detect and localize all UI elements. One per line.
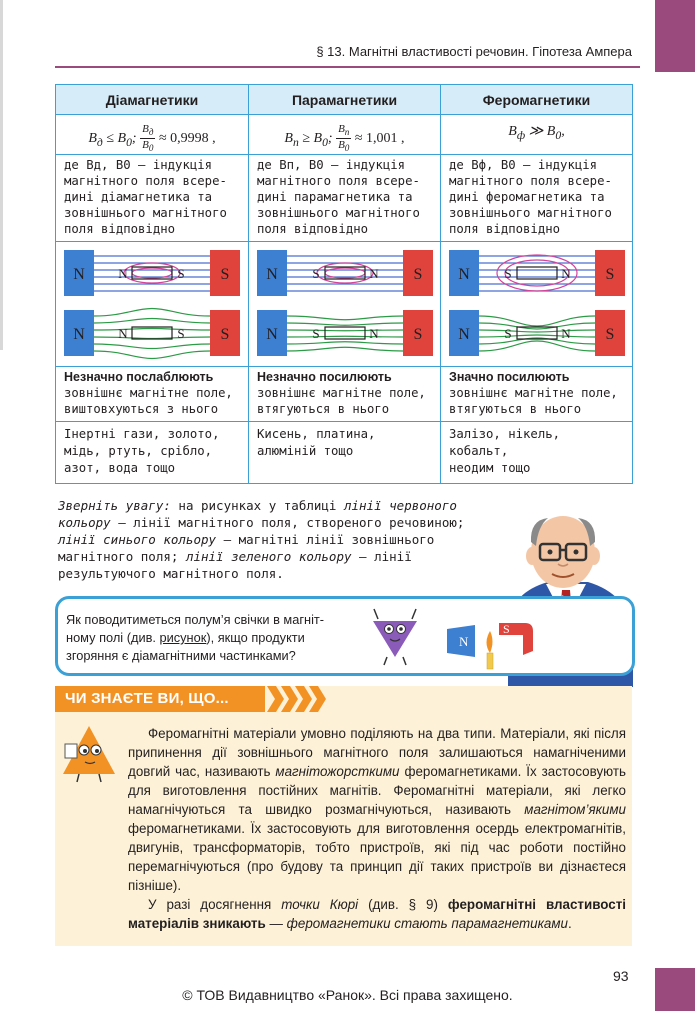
sample-bottom-south-label: S — [177, 326, 185, 342]
description-cell — [56, 155, 249, 242]
note-segment: лінії червоного — [343, 498, 457, 513]
sample-top-north-label: N — [118, 266, 128, 282]
note-segment: лінії синього кольору — [58, 532, 217, 547]
question-line: ному полі (див. рисунок), якщо продукти — [66, 630, 305, 645]
note-line — [58, 514, 503, 531]
running-header — [55, 38, 640, 68]
description-line: поля відповідно — [257, 222, 369, 237]
magnet-north-bottom-label: N — [458, 326, 470, 344]
materials-cell — [249, 422, 441, 484]
figure-cell-ferromagnetic — [441, 242, 633, 367]
material-line: алюміній тощо — [257, 444, 354, 459]
candle-magnet-icon — [443, 619, 553, 671]
formula-text: $B_п \ge B_0$; — [284, 130, 337, 149]
formula-subscript: п — [292, 135, 299, 149]
triangle-reader-mascot-icon — [61, 720, 119, 784]
note-line — [58, 565, 503, 582]
formula-text: $B_д \le B_0$; — [88, 130, 141, 149]
formula-cell — [249, 115, 441, 155]
effect-heading: Незначно посилюють — [257, 370, 392, 385]
material-line: мідь, ртуть, срібло, — [64, 444, 213, 459]
resultant-field-line — [94, 319, 210, 324]
effect-row — [56, 367, 633, 422]
triangle-mascot-icon — [370, 605, 420, 669]
column-header-ferromagnetics: Феромагнетики — [441, 85, 633, 115]
did-you-know-title: ЧИ ЗНАЄТЕ ВИ, ЩО... — [65, 690, 229, 707]
material-line: неодим тощо — [449, 461, 531, 476]
description-line: дині діамагнетика та — [64, 190, 213, 205]
note-segment: — лінії — [351, 549, 412, 564]
description-line: зовнішнього магнітного — [449, 206, 612, 221]
text-segment: Феромагнітні матеріали умовно поділяють на два типи. Матеріали, які після припинення дії зовнішнього магнітного поля залишаються намагніченими довгий час, називають — [128, 726, 626, 779]
text-segment: У разі досягнення — [148, 897, 282, 912]
resultant-field-line — [479, 335, 595, 337]
magnet-north-bottom-label: N — [266, 326, 278, 344]
description-line: зовнішнього магнітного — [257, 206, 420, 221]
resultant-field-line — [479, 330, 595, 332]
did-you-know-text — [128, 724, 626, 933]
description-line: магнітного поля всере- — [449, 174, 612, 189]
did-you-know-paragraph-2 — [128, 895, 626, 933]
formula-subscript: 0 — [555, 128, 562, 142]
sample-bottom — [325, 327, 365, 339]
sample-top-north-label: S — [312, 266, 320, 282]
magnet-north-bottom-label: N — [73, 326, 85, 344]
material-field-line — [505, 260, 569, 286]
resultant-field-line — [287, 316, 403, 320]
fraction-numerator: $B_п$ — [338, 123, 350, 138]
did-you-know-box — [55, 686, 632, 946]
column-header-paramagnetics: Парамагнетики — [249, 85, 441, 115]
description-row — [56, 155, 633, 242]
magnet-north-top-label: N — [73, 266, 85, 284]
formula-subscript: ф — [516, 128, 526, 142]
description-cell — [441, 155, 633, 242]
magnet-north-top-label: N — [458, 266, 470, 284]
text-segment: феромагнетиками. Їх застосовують для виготовлення постійних магнітів. Феромагнітні матеріали, які легко намагнічуються та швидко розмагнічуються, називають — [128, 764, 626, 817]
figure-cell-diamagnetic — [56, 242, 249, 367]
text-segment: . — [567, 916, 572, 931]
description-line: де Bф, B0 — індукція — [449, 158, 598, 173]
text-segment: феромагнетики стають парамагнетиками — [286, 916, 568, 931]
formula-subscript: 0 — [126, 135, 132, 149]
sample-top-south-label: S — [177, 266, 185, 282]
description-line: магнітного поля всере- — [64, 174, 227, 189]
description-line: зовнішнього магнітного — [64, 206, 227, 221]
resultant-field-line — [94, 337, 210, 339]
question-line: згоряння є діамагнітними частинками? — [66, 648, 296, 663]
effect-heading: Значно посилюють — [449, 370, 570, 385]
resultant-field-line — [287, 342, 403, 344]
formula-fraction — [140, 123, 155, 154]
magnet-south-top-label: S — [605, 266, 615, 284]
diamagnetic-field-figure — [64, 248, 240, 360]
note-line — [58, 531, 503, 548]
resultant-field-line — [287, 337, 403, 338]
sample-top-north-label: S — [504, 266, 512, 282]
materials-cell — [441, 422, 633, 484]
note-segment: результуючого магнітного поля. — [58, 566, 284, 581]
fraction-denominator: $B_0$ — [142, 139, 154, 154]
formula-fraction — [336, 123, 351, 154]
table-header-row — [56, 85, 633, 115]
magnet-south-bottom-label: S — [605, 326, 615, 344]
description-line: поля відповідно — [64, 222, 176, 237]
magnet-south-bottom-label: S — [220, 326, 230, 344]
figure-row — [56, 242, 633, 367]
column-header-diamagnetics: Діамагнетики — [56, 85, 249, 115]
effect-line: виштовхуються з нього — [64, 402, 219, 417]
attention-note — [58, 497, 503, 582]
ferromagnetic-field-figure — [449, 248, 625, 360]
description-line: дині парамагнетика та — [257, 190, 413, 205]
note-segment: кольору — [58, 515, 111, 530]
question-line: Як поводитиметься полум’я свічки в магніт- — [66, 612, 325, 627]
effect-cell — [56, 367, 249, 422]
formula-subscript: д — [96, 135, 103, 149]
material-line: Залізо, нікель, кобальт, — [449, 427, 561, 459]
text-segment: магнітожорсткими — [275, 764, 400, 779]
page-number: 93 — [613, 968, 629, 984]
sample-bottom-north-label: S — [312, 326, 320, 342]
resultant-field-line — [94, 309, 210, 317]
candle-magnet-south-label: S — [503, 622, 510, 636]
effect-line: втягуються в нього — [257, 402, 390, 417]
effect-line: зовнішнє магнітне поле, — [257, 386, 426, 401]
description-line: де Bп, B0 — індукція — [257, 158, 406, 173]
formula-text: $B_ф$ ≫ $B_0$, — [508, 124, 565, 142]
text-segment: феромагнітні властивості матеріалів зникають — [128, 897, 626, 931]
sample-top-south-label: N — [561, 266, 571, 282]
magnetics-table — [55, 84, 633, 484]
did-you-know-banner — [55, 686, 265, 712]
sample-top-south-label: N — [369, 266, 379, 282]
resultant-field-line — [287, 330, 403, 331]
text-segment: магнітом’якими — [524, 802, 626, 817]
magnet-south-bottom-label: S — [413, 326, 423, 344]
description-cell — [249, 155, 441, 242]
resultant-field-line — [94, 344, 210, 349]
corner-tab-top — [655, 0, 695, 72]
fraction-denominator: $B_0$ — [338, 139, 350, 154]
resultant-field-line — [287, 348, 403, 352]
candle-magnet-north-label: N — [459, 634, 469, 649]
effect-line: зовнішнє магнітне поле, — [449, 386, 618, 401]
magnet-south-top-label: S — [220, 266, 230, 284]
page-edge-mark — [0, 0, 3, 350]
figure-reference-link[interactable]: рисунок — [159, 630, 207, 645]
formula-value: ≈ 0,9998 , — [155, 130, 216, 146]
note-segment: — лінії магнітного поля, створеного речовиною; — [110, 515, 465, 530]
material-line: Інертні гази, золото, — [64, 427, 220, 442]
formula-cell — [56, 115, 249, 155]
material-line: Кисень, платина, — [257, 427, 376, 442]
fraction-numerator: $B_д$ — [142, 123, 154, 138]
text-segment: (див. § 9) — [358, 897, 448, 912]
effect-line: зовнішнє магнітне поле, — [64, 386, 233, 401]
description-line: поля відповідно — [449, 222, 561, 237]
effect-cell — [249, 367, 441, 422]
resultant-field-line — [94, 351, 210, 359]
paramagnetic-field-figure — [257, 248, 433, 360]
note-line — [58, 497, 503, 514]
note-segment: на рисунках у таблиці — [170, 498, 344, 513]
sample-bottom-south-label: N — [369, 326, 379, 342]
note-line — [58, 548, 503, 565]
formula-value: ≈ 1,001 , — [351, 130, 405, 146]
resultant-field-line — [479, 341, 595, 351]
materials-cell — [56, 422, 249, 484]
effect-heading: Незначно послаблюють — [64, 370, 214, 385]
description-line: дині феромагнетика та — [449, 190, 605, 205]
description-line: де Bд, B0 — індукція — [64, 158, 213, 173]
sample-bottom-south-label: N — [561, 326, 571, 342]
header-title: § 13. Магнітні властивості речовин. Гіпотеза Ампера — [316, 44, 632, 59]
note-segment: — магнітні лінії зовнішнього — [216, 532, 435, 547]
text-segment: точки Кюрі — [281, 897, 359, 912]
effect-cell — [441, 367, 633, 422]
material-line: азот, вода тощо — [64, 461, 176, 476]
copyright-notice: © ТОВ Видавництво «Ранок». Всі права захищено. — [182, 987, 513, 1003]
resultant-field-line — [479, 316, 595, 326]
figure-cell-paramagnetic — [249, 242, 441, 367]
resultant-field-line — [287, 323, 403, 325]
magnet-north-top-label: N — [266, 266, 278, 284]
text-segment: феромагнетиками. Їх застосовують для виготовлення осердь електромагнітів, двигунів, трансформаторів, тобто пристроїв, які під час роботи постійно перемагнічуються (про будову та принцип дії таких пристроїв ви дізнаєтеся пізніше). — [128, 821, 626, 893]
note-segment: Зверніть увагу: — [58, 498, 171, 513]
text-segment: — — [265, 916, 287, 931]
formula-row — [56, 115, 633, 155]
effect-line: втягуються в нього — [449, 402, 582, 417]
formula-subscript: 0 — [322, 135, 328, 149]
formula-cell — [441, 115, 633, 155]
note-segment: лінії зеленого кольору — [185, 549, 352, 564]
materials-row — [56, 422, 633, 484]
question-text — [66, 611, 366, 665]
note-segment: магнітного поля; — [58, 549, 186, 564]
did-you-know-paragraph-1 — [128, 724, 626, 895]
chevron-arrows-icon — [267, 686, 337, 712]
resultant-field-line — [94, 329, 210, 331]
sample-bottom-north-label: N — [118, 326, 128, 342]
question-box — [55, 596, 635, 676]
magnet-south-top-label: S — [413, 266, 423, 284]
sample-bottom-north-label: S — [504, 326, 512, 342]
description-line: магнітного поля всере- — [257, 174, 420, 189]
